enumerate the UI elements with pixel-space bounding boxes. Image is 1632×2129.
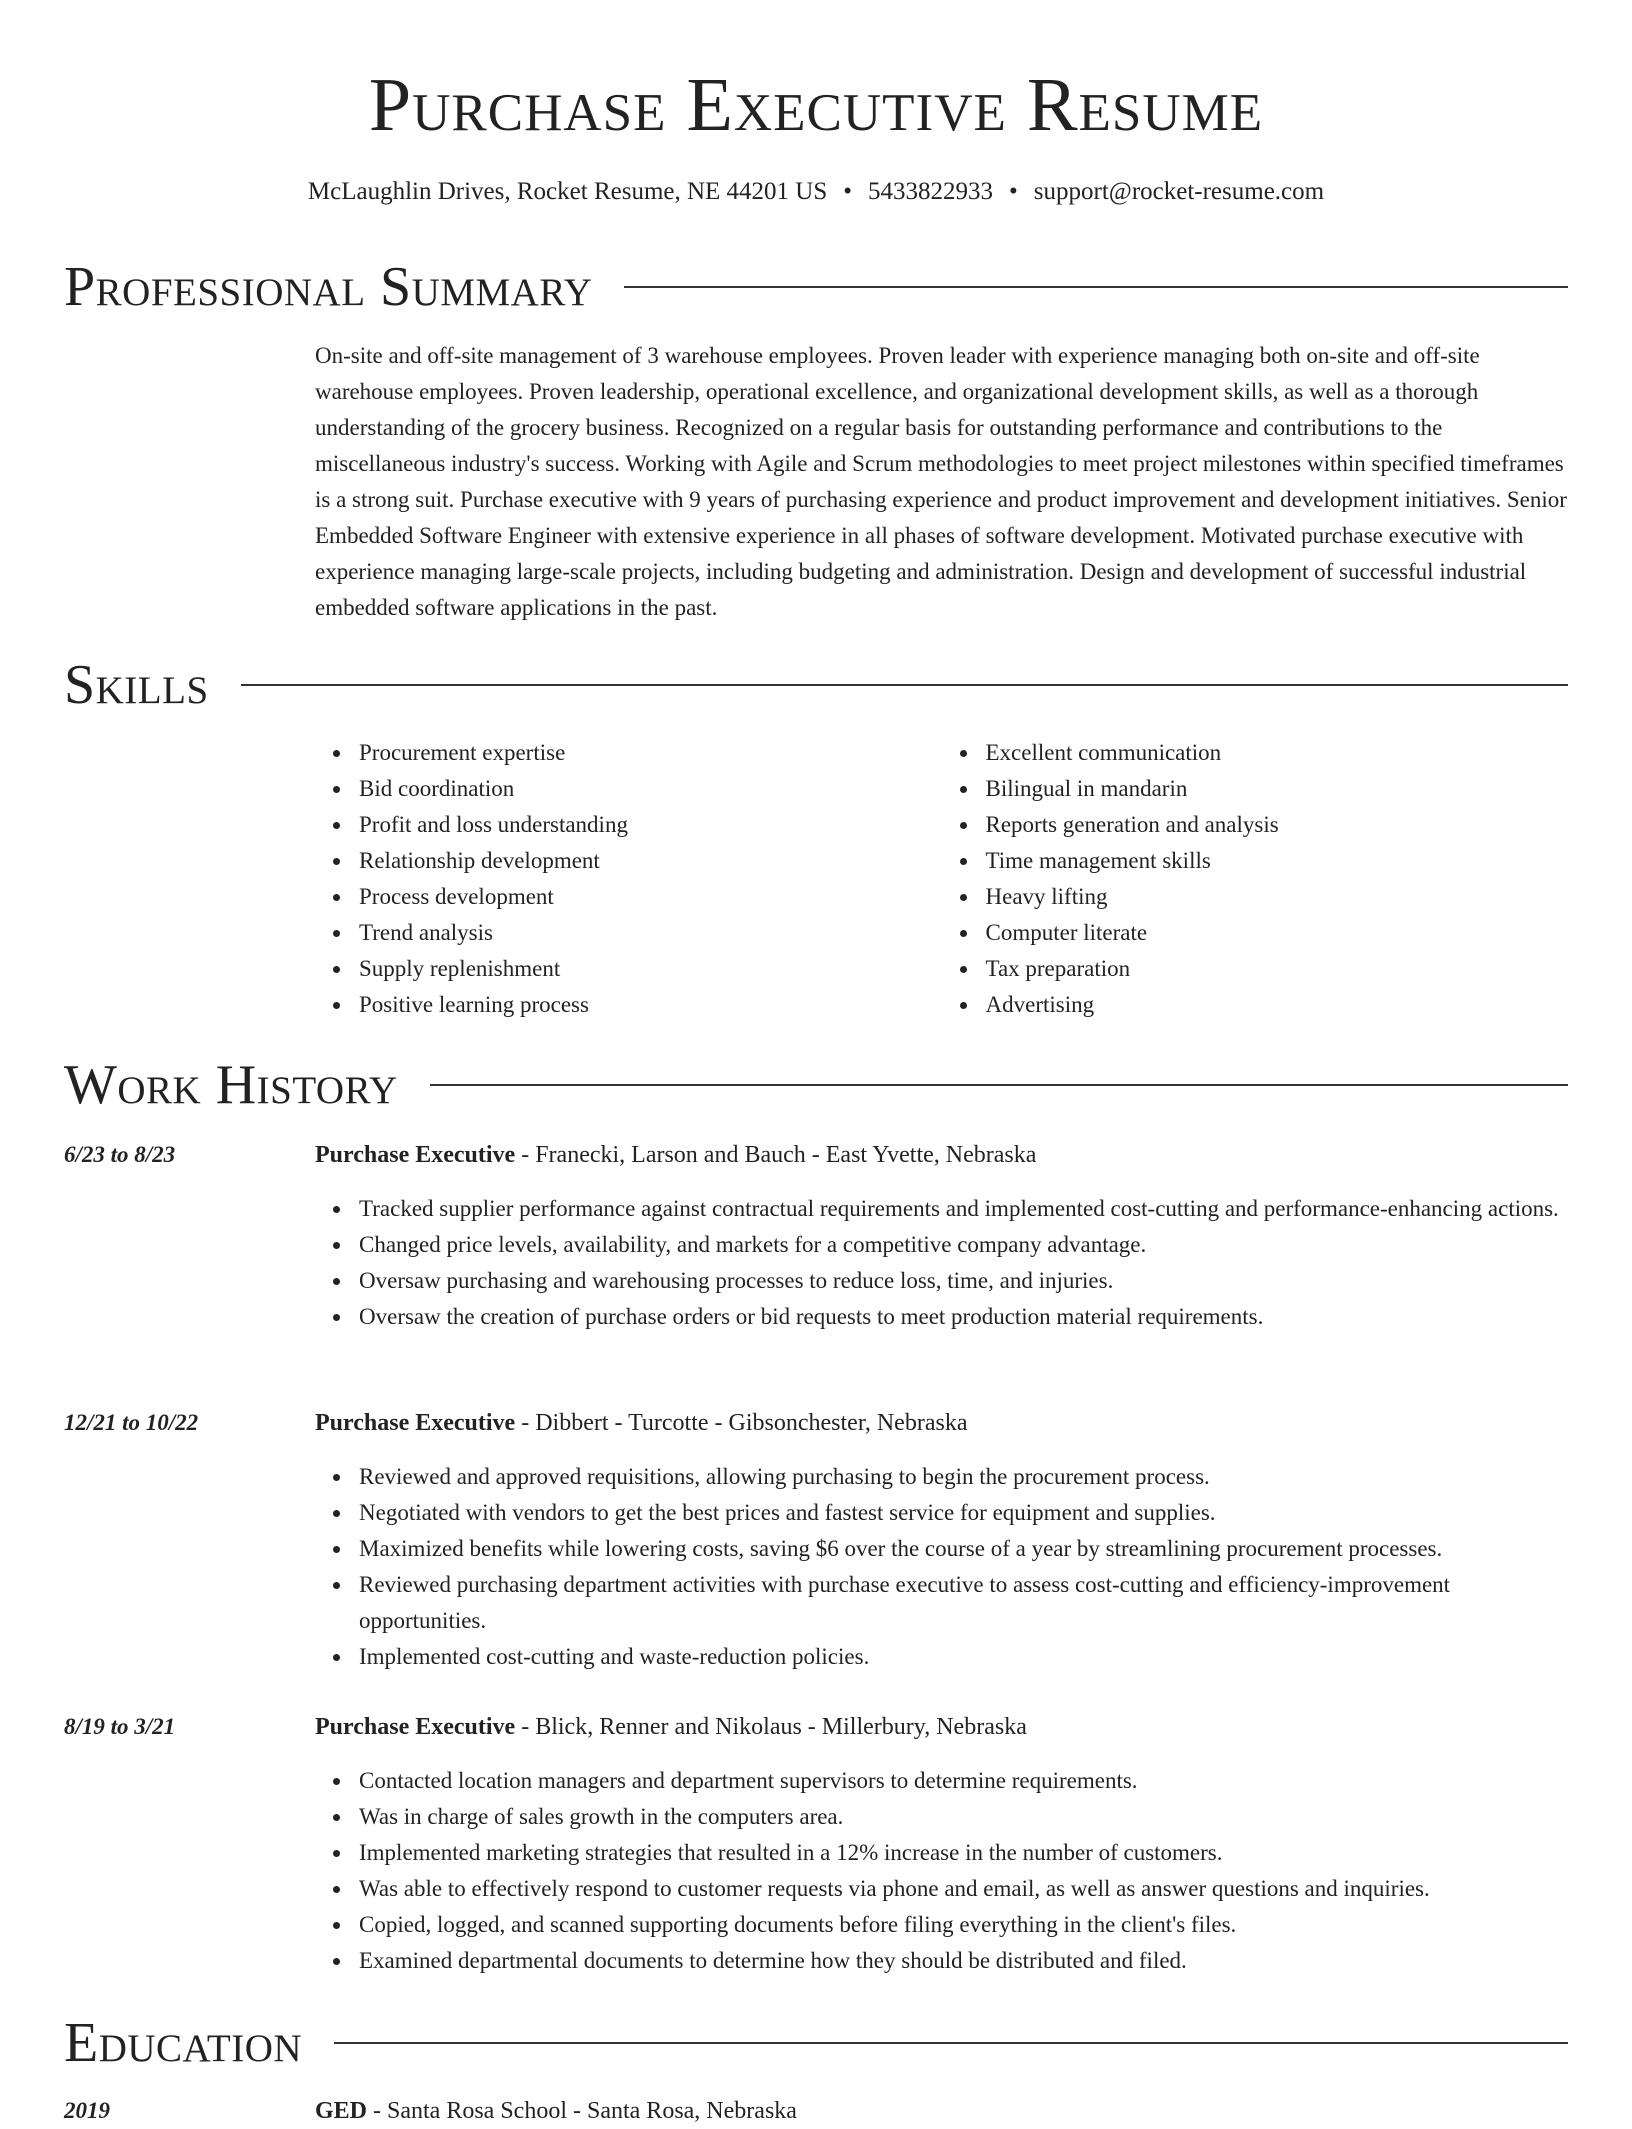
- job-bullets: [315, 1459, 1568, 1675]
- skills-column-right: [942, 735, 1569, 1023]
- job-bullet: Examined departmental documents to determine how they should be distributed and filed.: [359, 1943, 1568, 1979]
- skill-item: Heavy lifting: [986, 879, 1569, 915]
- section-title-education: Education: [64, 2012, 303, 2074]
- contact-separator: •: [1009, 178, 1018, 205]
- job-bullet: Oversaw purchasing and warehousing processes to reduce loss, time, and injuries.: [359, 1263, 1568, 1299]
- job-bullets: [315, 1191, 1568, 1335]
- section-divider: [624, 286, 1568, 288]
- skill-item: Relationship development: [359, 843, 942, 879]
- education-degree: GED: [315, 2098, 368, 2124]
- education-heading: [315, 2093, 797, 2129]
- job-details: - Blick, Renner and Nikolaus - Millerbury, Nebraska: [515, 1714, 1027, 1740]
- skill-item: Profit and loss understanding: [359, 807, 942, 843]
- section-divider: [241, 684, 1568, 686]
- section-header-summary: [64, 252, 1568, 322]
- job-title: Purchase Executive: [315, 1142, 516, 1168]
- job-bullet: Negotiated with vendors to get the best prices and fastest service for equipment and supplies.: [359, 1495, 1568, 1531]
- job-date: 12/21 to 10/22: [64, 1410, 199, 1435]
- section-header-skills: [64, 650, 1568, 720]
- contact-email[interactable]: support@rocket-resume.com: [1033, 178, 1325, 205]
- job-bullet: Reviewed and approved requisitions, allowing purchasing to begin the procurement process.: [359, 1459, 1568, 1495]
- skills-column-left: [315, 735, 942, 1023]
- section-header-education: [64, 2008, 1568, 2078]
- education-date: 2019: [64, 2098, 110, 2123]
- job-details: - Dibbert - Turcotte - Gibsonchester, Nebraska: [515, 1410, 968, 1436]
- job-bullet: Copied, logged, and scanned supporting documents before filing everything in the client's files.: [359, 1907, 1568, 1943]
- job-bullet: Implemented cost-cutting and waste-reduction policies.: [359, 1639, 1568, 1675]
- job-date: 8/19 to 3/21: [64, 1714, 176, 1739]
- job-bullets: [315, 1763, 1568, 1979]
- contact-separator: •: [843, 178, 853, 205]
- resume-title: Purchase Executive Resume: [368, 63, 1264, 147]
- job-title: Purchase Executive: [315, 1410, 516, 1436]
- skill-item: Tax preparation: [986, 951, 1569, 987]
- job-bullet: Maximized benefits while lowering costs, saving $6 over the course of a year by streamlining procurement processes.: [359, 1531, 1568, 1567]
- job-heading: [315, 1137, 1036, 1173]
- job-bullet: Was able to effectively respond to customer requests via phone and email, as well as answer questions and inquiries.: [359, 1871, 1568, 1907]
- job-bullet: Implemented marketing strategies that resulted in a 12% increase in the number of customers.: [359, 1835, 1568, 1871]
- skill-item: Time management skills: [986, 843, 1569, 879]
- section-title-skills: Skills: [64, 654, 209, 716]
- section-title-work-history: Work History: [64, 1054, 398, 1116]
- skill-item: Bid coordination: [359, 771, 942, 807]
- job-bullet: Contacted location managers and department supervisors to determine requirements.: [359, 1763, 1568, 1799]
- section-divider: [334, 2042, 1568, 2044]
- skill-item: Computer literate: [986, 915, 1569, 951]
- skill-item: Supply replenishment: [359, 951, 942, 987]
- job-details: - Franecki, Larson and Bauch - East Yvette, Nebraska: [515, 1142, 1037, 1168]
- skill-item: Process development: [359, 879, 942, 915]
- job-bullet: Tracked supplier performance against contractual requirements and implemented cost-cutting and performance-enhancing actions.: [359, 1191, 1568, 1227]
- contact-address: McLaughlin Drives, Rocket Resume, NE 44201 US: [307, 178, 828, 205]
- skill-item: Advertising: [986, 987, 1569, 1023]
- summary-text: On-site and off-site management of 3 warehouse employees. Proven leader with experience managing both on-site and off-site warehouse employees. Proven leadership, operational excellence, and organizational development skills, as well as a thorough understanding of the grocery business. Recognized on a regular basis for outstanding performance and contributions to the miscellaneous industry's success. Working with Agile and Scrum methodologies to meet project milestones within specified timeframes is a strong suit. Purchase executive with 9 years of purchasing experience and product improvement and development initiatives. Senior Embedded Software Engineer with extensive experience in all phases of software development. Motivated purchase executive with experience managing large-scale projects, including budgeting and administration. Design and development of successful industrial embedded software applications in the past.: [315, 343, 1567, 620]
- job-date: 6/23 to 8/23: [64, 1142, 176, 1167]
- contact-line: [64, 172, 1568, 212]
- job-bullet: Reviewed purchasing department activities with purchase executive to assess cost-cutting and efficiency-improvement opportunities.: [359, 1567, 1568, 1639]
- skill-item: Positive learning process: [359, 987, 942, 1023]
- job-bullet: Changed price levels, availability, and markets for a competitive company advantage.: [359, 1227, 1568, 1263]
- job-heading: [315, 1405, 967, 1441]
- skill-item: Bilingual in mandarin: [986, 771, 1569, 807]
- section-header-work-history: [64, 1050, 1568, 1120]
- skill-item: Procurement expertise: [359, 735, 942, 771]
- education-details: - Santa Rosa School - Santa Rosa, Nebraska: [367, 2098, 797, 2124]
- contact-phone: 5433822933: [868, 178, 994, 205]
- skill-item: Excellent communication: [986, 735, 1569, 771]
- skill-item: Reports generation and analysis: [986, 807, 1569, 843]
- job-title: Purchase Executive: [315, 1714, 516, 1740]
- section-divider: [430, 1084, 1568, 1086]
- skills-list: [315, 735, 1568, 1023]
- section-title-summary: Professional Summary: [64, 256, 593, 318]
- job-bullet: Oversaw the creation of purchase orders or bid requests to meet production material requirements.: [359, 1299, 1568, 1335]
- job-heading: [315, 1709, 1027, 1745]
- job-bullet: Was in charge of sales growth in the computers area.: [359, 1799, 1568, 1835]
- skill-item: Trend analysis: [359, 915, 942, 951]
